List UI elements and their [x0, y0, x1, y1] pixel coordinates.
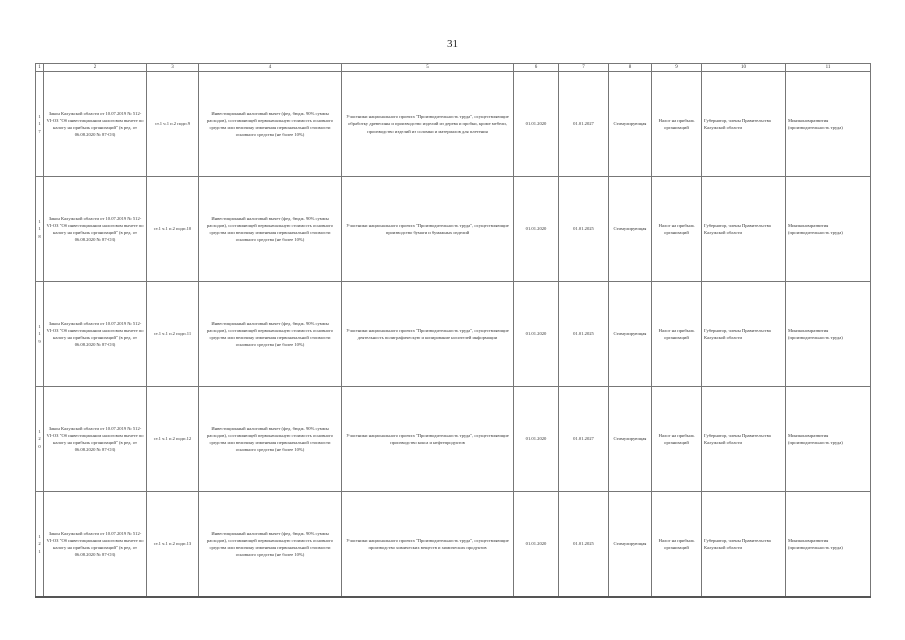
- tax-expenditures-table: [35, 63, 871, 598]
- article-cell: ст.1 ч.1 п.2 подп.13: [147, 492, 199, 598]
- row-number: 121: [36, 492, 44, 598]
- description-cell: Инвестиционный налоговый вычет (фед. бюдж. 90% суммы расходов), составляющей первоначальную стоимость основного средства или величину изменения первоначальной стоимости основного средства (не более 10%): [199, 177, 342, 282]
- start-date-cell: 01.01.2020: [514, 177, 559, 282]
- tax-cell: Налог на прибыль организаций: [652, 492, 702, 598]
- row-number: 117: [36, 72, 44, 177]
- type-cell: Стимулирующая: [609, 387, 652, 492]
- start-date-cell: 01.01.2020: [514, 282, 559, 387]
- column-header: 6: [514, 64, 559, 72]
- description-cell: Инвестиционный налоговый вычет (фед. бюдж. 90% суммы расходов), составляющей первоначальную стоимость основного средства или величину изменения первоначальной стоимости основного средства (не более 10%): [199, 282, 342, 387]
- row-number: 120: [36, 387, 44, 492]
- column-header: 4: [199, 64, 342, 72]
- goal-cell: Минэкономразвития (производительность труда): [786, 177, 871, 282]
- description-cell: Инвестиционный налоговый вычет (фед. бюдж. 90% суммы расходов), составляющей первоначальную стоимость основного средства или величину изменения первоначальной стоимости основного средства (не более 10%): [199, 387, 342, 492]
- description-cell: Инвестиционный налоговый вычет (фед. бюдж. 90% суммы расходов), составляющей первоначальную стоимость основного средства или величину изменения первоначальной стоимости основного средства (не более 10%): [199, 72, 342, 177]
- column-header: 1: [36, 64, 44, 72]
- end-date-cell: 01.01.2025: [559, 177, 609, 282]
- tax-cell: Налог на прибыль организаций: [652, 387, 702, 492]
- curator-cell: Губернатор, члены Правительства Калужской области: [702, 282, 786, 387]
- law-cell: Закон Калужской области от 10.07.2019 № 512-VI-ОЗ "Об инвестиционном налоговом вычете по налогу на прибыль организаций" (в ред. от 06.08.2020 № 87-ОЗ): [44, 72, 147, 177]
- column-header: 9: [652, 64, 702, 72]
- law-cell: Закон Калужской области от 10.07.2019 № 512-VI-ОЗ "Об инвестиционном налоговом вычете по налогу на прибыль организаций" (в ред. от 06.08.2020 № 87-ОЗ): [44, 282, 147, 387]
- table-row: [36, 72, 871, 177]
- law-cell: Закон Калужской области от 10.07.2019 № 512-VI-ОЗ "Об инвестиционном налоговом вычете по налогу на прибыль организаций" (в ред. от 06.08.2020 № 87-ОЗ): [44, 387, 147, 492]
- type-cell: Стимулирующая: [609, 282, 652, 387]
- article-cell: ст.1 ч.1 п.2 подп.9: [147, 72, 199, 177]
- curator-cell: Губернатор, члены Правительства Калужской области: [702, 72, 786, 177]
- condition-cell: Участники национального проекта "Производительность труда", осуществляющие производство кокса и нефтепродуктов: [342, 387, 514, 492]
- curator-cell: Губернатор, члены Правительства Калужской области: [702, 387, 786, 492]
- column-header: 11: [786, 64, 871, 72]
- condition-cell: Участники национального проекта "Производительность труда", осуществляющие производство бумаги и бумажных изделий: [342, 177, 514, 282]
- end-date-cell: 01.01.2027: [559, 72, 609, 177]
- start-date-cell: 01.01.2020: [514, 72, 559, 177]
- article-cell: ст.1 ч.1 п.2 подп.10: [147, 177, 199, 282]
- article-cell: ст.1 ч.1 п.2 подп.11: [147, 282, 199, 387]
- law-cell: Закон Калужской области от 10.07.2019 № 512-VI-ОЗ "Об инвестиционном налоговом вычете по налогу на прибыль организаций" (в ред. от 06.08.2020 № 87-ОЗ): [44, 492, 147, 598]
- tax-cell: Налог на прибыль организаций: [652, 177, 702, 282]
- table-row: [36, 387, 871, 492]
- goal-cell: Минэкономразвития (производительность труда): [786, 492, 871, 598]
- article-cell: ст.1 ч.1 п.2 подп.12: [147, 387, 199, 492]
- column-header: 5: [342, 64, 514, 72]
- goal-cell: Минэкономразвития (производительность труда): [786, 72, 871, 177]
- column-header: 8: [609, 64, 652, 72]
- column-header: 3: [147, 64, 199, 72]
- column-header: 10: [702, 64, 786, 72]
- start-date-cell: 01.01.2020: [514, 387, 559, 492]
- condition-cell: Участники национального проекта "Производительность труда", осуществляющие производство химических веществ и химических продуктов: [342, 492, 514, 598]
- description-cell: Инвестиционный налоговый вычет (фед. бюдж. 90% суммы расходов), составляющей первоначальную стоимость основного средства или величину изменения первоначальной стоимости основного средства (не более 10%): [199, 492, 342, 598]
- start-date-cell: 01.01.2020: [514, 492, 559, 598]
- condition-cell: Участники национального проекта "Производительность труда", осуществляющие деятельность полиграфическую и копирование носителей информации: [342, 282, 514, 387]
- column-header: 2: [44, 64, 147, 72]
- law-cell: Закон Калужской области от 10.07.2019 № 512-VI-ОЗ "Об инвестиционном налоговом вычете по налогу на прибыль организаций" (в ред. от 06.08.2020 № 87-ОЗ): [44, 177, 147, 282]
- table-row: [36, 282, 871, 387]
- tax-cell: Налог на прибыль организаций: [652, 282, 702, 387]
- row-number: 119: [36, 282, 44, 387]
- column-header: 7: [559, 64, 609, 72]
- end-date-cell: 01.01.2025: [559, 492, 609, 598]
- column-number-row: [36, 64, 871, 72]
- curator-cell: Губернатор, члены Правительства Калужской области: [702, 492, 786, 598]
- type-cell: Стимулирующая: [609, 492, 652, 598]
- tax-cell: Налог на прибыль организаций: [652, 72, 702, 177]
- condition-cell: Участники национального проекта "Производительность труда", осуществляющие обработку древесины и производство изделий из дерева и пробки, кроме мебели, производство изделий из соломки и материалов для плетения: [342, 72, 514, 177]
- curator-cell: Губернатор, члены Правительства Калужской области: [702, 177, 786, 282]
- goal-cell: Минэкономразвития (производительность труда): [786, 387, 871, 492]
- table-row: [36, 492, 871, 598]
- end-date-cell: 01.01.2027: [559, 387, 609, 492]
- page-number: 31: [447, 38, 458, 50]
- type-cell: Стимулирующая: [609, 72, 652, 177]
- row-number: 118: [36, 177, 44, 282]
- table-row: [36, 177, 871, 282]
- type-cell: Стимулирующая: [609, 177, 652, 282]
- end-date-cell: 01.01.2025: [559, 282, 609, 387]
- goal-cell: Минэкономразвития (производительность труда): [786, 282, 871, 387]
